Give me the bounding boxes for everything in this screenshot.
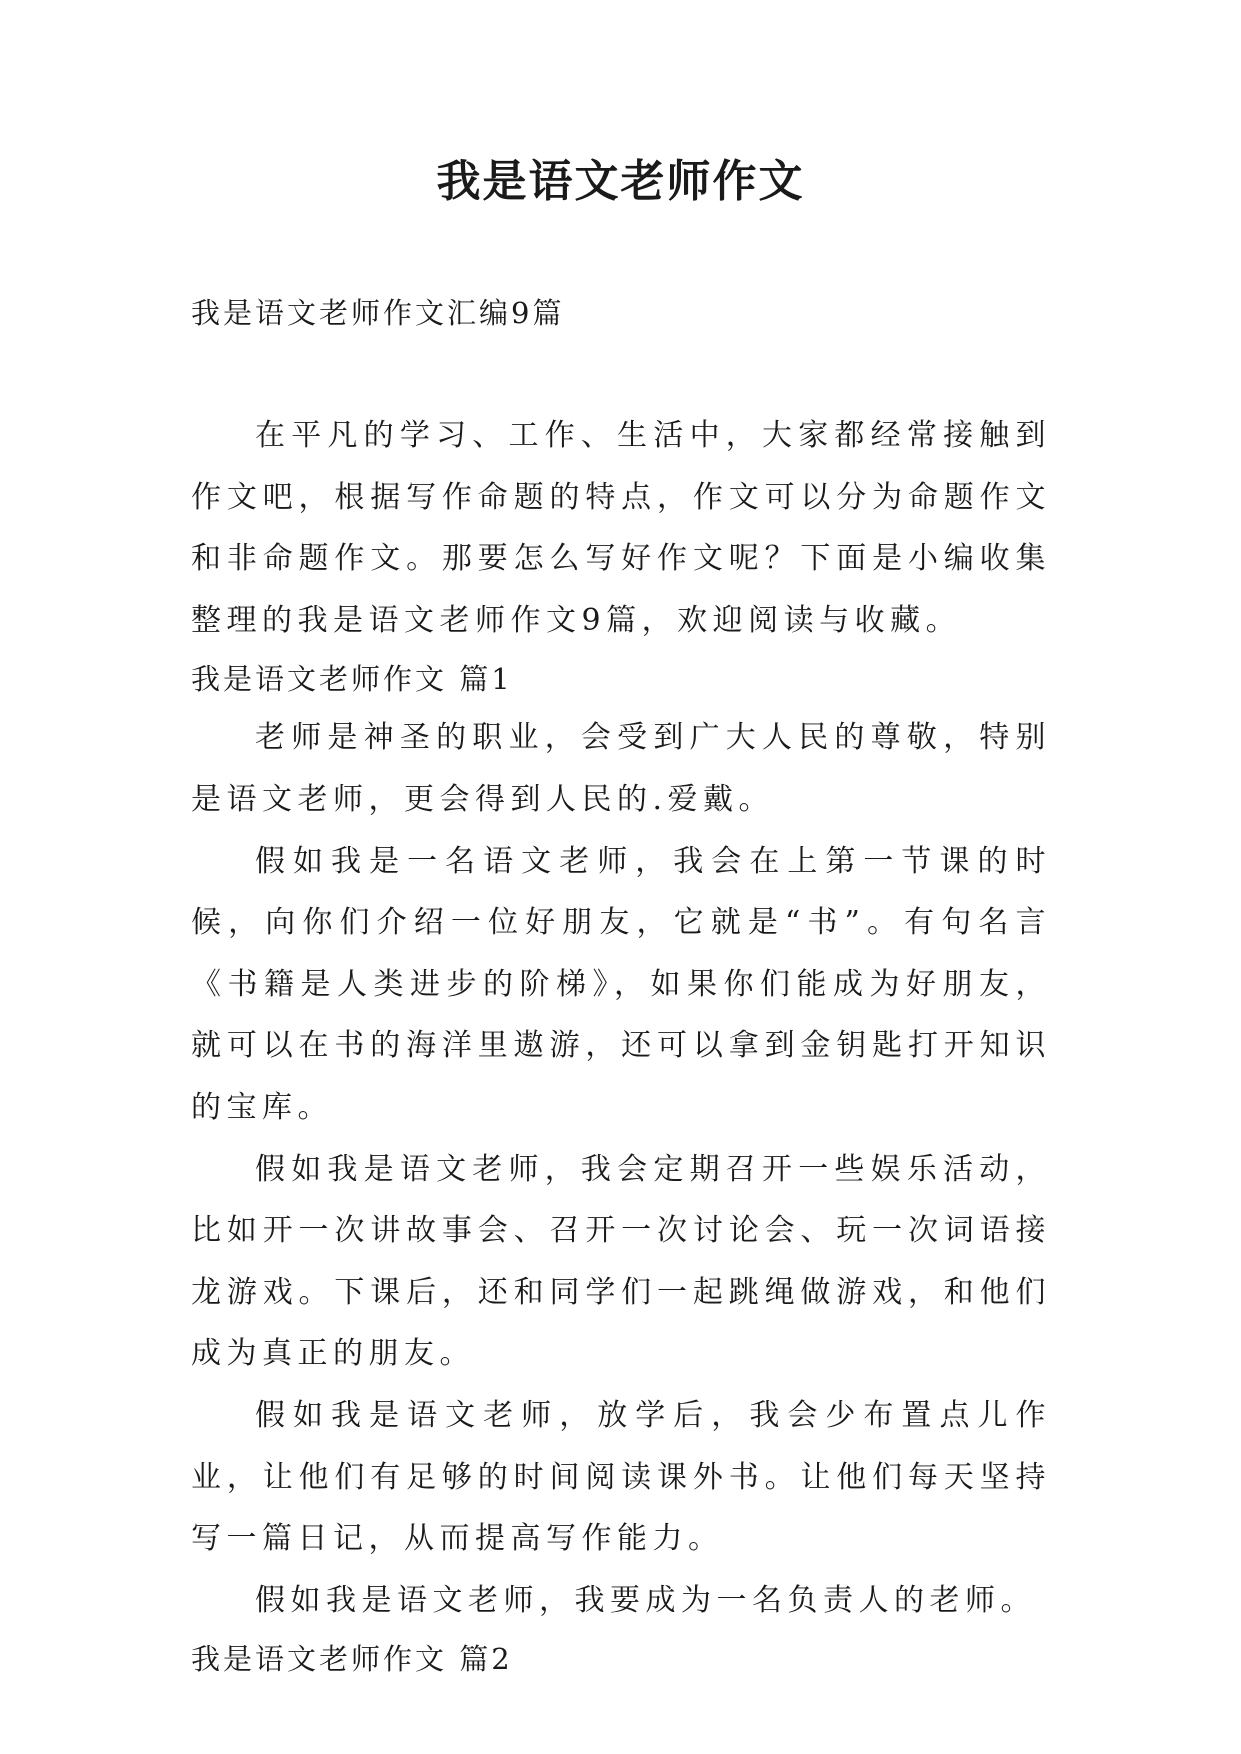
document-subtitle: 我是语文老师作文汇编9篇 (191, 296, 565, 330)
document-body (191, 405, 1051, 1687)
section-paragraph: 假如我是一名语文老师，我会在上第一节课的时候，向你们介绍一位好朋友，它就是“书”。有句名言《书籍是人类进步的阶梯》，如果你们能成为好朋友，就可以在书的海洋里遨游，还可以拿到金钥匙打开知识的宝库。 (191, 843, 1051, 1125)
section-paragraph: 假如我是语文老师，我会定期召开一些娱乐活动，比如开一次讲故事会、召开一次讨论会、玩一次词语接龙游戏。下课后，还和同学们一起跳绳做游戏，和他们成为真正的朋友。 (191, 1151, 1051, 1372)
intro-paragraph: 在平凡的学习、工作、生活中，大家都经常接触到作文吧，根据写作命题的特点，作文可以分为命题作文和非命题作文。那要怎么写好作文呢？下面是小编收集整理的我是语文老师作文9篇，欢迎阅读与收藏。 (191, 418, 1051, 638)
section-heading: 我是语文老师作文 篇1 (191, 662, 513, 697)
section-heading: 我是语文老师作文 篇2 (191, 1642, 513, 1677)
section-paragraph: 假如我是语文老师，我要成为一名负责人的老师。 (255, 1582, 1036, 1618)
document-title: 我是语文老师作文 (436, 156, 805, 207)
section-paragraph: 老师是神圣的职业，会受到广大人民的尊敬，特别是语文老师，更会得到人民的.爱戴。 (191, 720, 1051, 817)
section-paragraph: 假如我是语文老师，放学后，我会少布置点儿作业，让他们有足够的时间阅读课外书。让他们每天坚持写一篇日记，从而提高写作能力。 (191, 1397, 1051, 1557)
